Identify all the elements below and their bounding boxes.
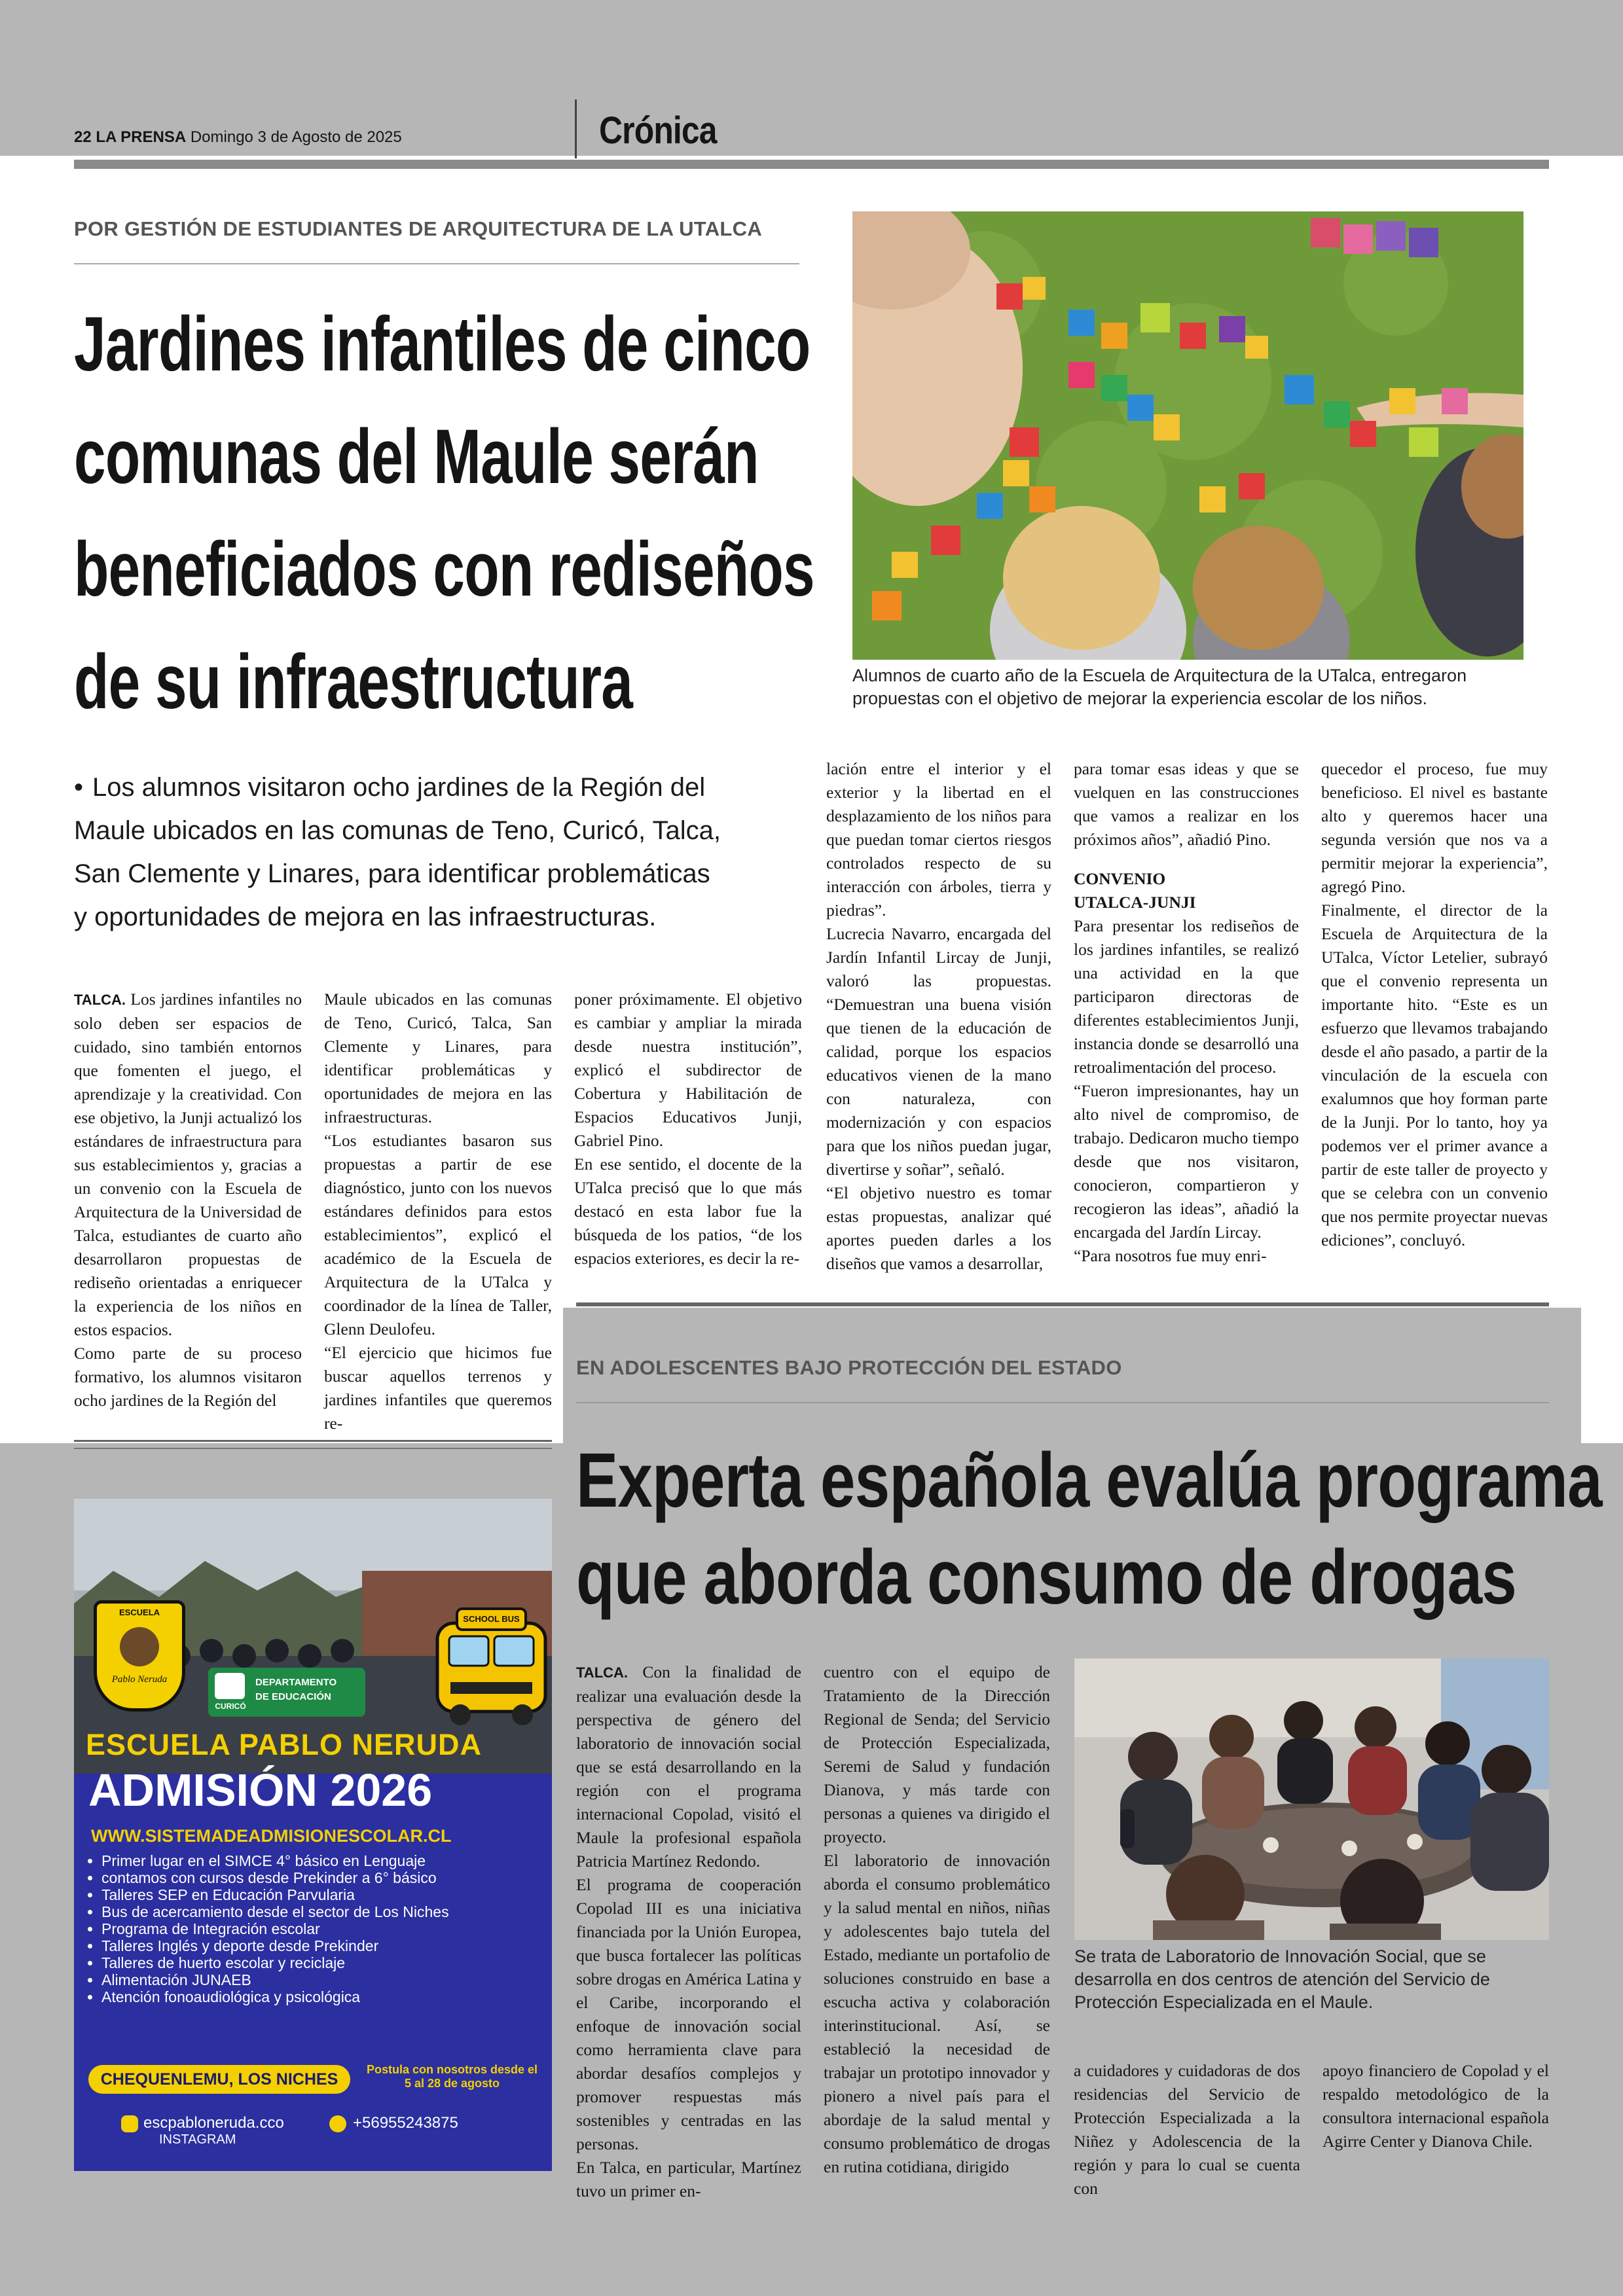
article2-column-3 [1074, 2059, 1300, 2200]
article2-kicker: EN ADOLESCENTES BAJO PROTECCIÓN DEL ESTADO [576, 1356, 1122, 1379]
department-line-2: DE EDUCACIÓN [255, 1691, 331, 1702]
body-paragraph: poner próximamente. El objetivo es cambiar y ampliar la mirada desde nuestra institución”, explicó el subdirector de Cobertura y Habilitación de Espacios Educativos Junji, Gabriel Pino. [574, 990, 802, 1150]
article2-column-4 [1322, 2059, 1549, 2153]
municipality-icon [215, 1673, 245, 1699]
body-paragraph: “El ejercicio que hicimos fue buscar aquellos terrenos y jardines infantiles que queremos re- [324, 1343, 552, 1433]
body-paragraph: El programa de cooperación Copolad III es una iniciativa financiada por la Unión Europea, que busca fortalecer las políticas sobre drogas en América Latina y el Caribe, incorporando el enfoque de innovación social como herramienta clave para abordar desafíos complejos y promover respuestas más sostenibles y centradas en las personas. [576, 1875, 801, 2153]
article2-headline [576, 1432, 1602, 1626]
school-admission-ad[interactable] [74, 1499, 552, 2171]
body-paragraph: para tomar esas ideas y que se vuelquen en las construcciones que vamos a realizar en los próximos años”, añadió Pino. [1074, 759, 1299, 849]
body-paragraph: Como parte de su proceso formativo, los alumnos visitaron ocho jardines de la Región del [74, 1344, 302, 1410]
page-number: 22 [74, 128, 92, 146]
body-paragraph: Los jardines infantiles no solo deben ser espacios de cuidado, sino también entornos que fomenten el juego, el aprendizaje y la creatividad. Con ese objetivo, la Junji actualizó los estándares de infraestructura para sus establecimientos y, gracias a un convenio con la Escuela de Arquitectura de la Universidad de Talca, estudiantes de cuarto año desarrollaron propuestas de rediseño orientadas a enriquecer la experiencia de los niños en estos espacios. [74, 990, 302, 1339]
body-paragraph: Maule ubicados en las comunas de Teno, Curicó, Talca, San Clemente y Linares, para identificar problemáticas y oportunidades de mejora en las infraestructuras. [324, 990, 552, 1126]
lead-line: y oportunidades de mejora en las infraestructuras. [74, 903, 657, 931]
body-paragraph: lación entre el interior y el exterior y la libertad en el desplazamiento de los niños para que puedan tomar ciertos riesgos controlados respecto de su interacción con árboles, tierra y piedras”. [826, 759, 1051, 920]
bus-sign: SCHOOL BUS [463, 1614, 520, 1624]
masthead-divider [575, 99, 577, 158]
crest-bottom-text: Pablo Neruda [111, 1674, 168, 1685]
article1-column-1 [74, 988, 302, 1412]
headline-line: beneficiados con rediseños [74, 526, 814, 613]
issue-date: Domingo 3 de Agosto de 2025 [190, 128, 402, 146]
feature-item: • Bus de acercamiento desde el sector de Los Niches [101, 1903, 468, 1920]
body-paragraph: “Fueron impresionantes, hay un alto nivel de compromiso, de trabajo. Dedicaron mucho tiempo desde que nos visitaron, conocieron, compartieron y recogieron las ideas”, añadió la encargada del Jardín Lircay. [1074, 1081, 1299, 1242]
department-line-1: DEPARTAMENTO [255, 1677, 337, 1688]
municipality-name: CURICÓ [215, 1702, 246, 1711]
article2-kicker-rule [576, 1402, 1549, 1403]
headline-line: de su infraestructura [74, 639, 633, 725]
article1-column-2 [324, 988, 552, 1435]
school-features-list [88, 1852, 468, 2005]
instagram-handle[interactable]: escpabloneruda.cco [143, 2114, 284, 2132]
lead-line: Los alumnos visitaron ocho jardines de la Región del [92, 773, 706, 802]
article1-column-4 [826, 757, 1051, 1276]
feature-item: • contamos con cursos desde Prekinder a 6° básico [101, 1869, 468, 1886]
body-paragraph: En ese sentido, el docente de la UTalca precisó que lo que más destacó en esta labor fue la búsqueda de los patios, “de los espacios exteriores, es decir la re- [574, 1155, 802, 1268]
dateline: TALCA. [576, 1664, 629, 1681]
feature-item: • Alimentación JUNAEB [101, 1971, 468, 1988]
article1-column-5 [1074, 757, 1299, 1268]
school-name: ESCUELA PABLO NERUDA [86, 1728, 483, 1761]
lead-line: San Clemente y Linares, para identificar problemáticas [74, 859, 710, 888]
headline-line: Jardines infantiles de cinco [74, 301, 811, 387]
headline-line: Experta española evalúa programa [576, 1437, 1602, 1524]
body-paragraph: cuentro con el equipo de Tratamiento de la Dirección Regional de Senda; del Servicio de Protección Especializada, Seremi de Salud y fundación Dianova, y más tarde con personas a quienes va dirigido el proyecto. [824, 1662, 1050, 1846]
education-department-badge [208, 1668, 365, 1717]
feature-item: • Primer lugar en el SIMCE 4° básico en Lenguaje [101, 1852, 468, 1869]
instagram-label: INSTAGRAM [159, 2132, 236, 2147]
admission-title: ADMISIÓN 2026 [88, 1765, 433, 1816]
phone-number[interactable]: +56955243875 [353, 2114, 458, 2132]
article1-photo-caption: Alumnos de cuarto año de la Escuela de Arquitectura de la UTalca, entregaron propuestas con el objetivo de mejorar la experiencia escolar de los niños. [852, 666, 1467, 708]
lead-line: Maule ubicados en las comunas de Teno, Curicó, Talca, [74, 816, 721, 845]
headline-line: que aborda consumo de drogas [576, 1534, 1516, 1621]
body-paragraph: a cuidadores y cuidadoras de dos residencias del Servicio de Protección Especializada a la Niñez y Adolescencia de la región y para lo cual se cuenta con [1074, 2061, 1300, 2198]
body-paragraph: “Para nosotros fue muy enri- [1074, 1246, 1267, 1265]
ad-top-rule-2 [74, 1448, 552, 1449]
body-paragraph: Para presentar los rediseños de los jardines infantiles, se realizó una actividad en la que participaron directoras de diferentes establecimientos Junji, instancia donde se desarrolló una retroalimentación del proceso. [1074, 916, 1299, 1077]
article1-column-6 [1321, 757, 1548, 1252]
children-playing-blocks-image [852, 211, 1523, 660]
feature-item: • Talleres SEP en Educación Parvularia [101, 1886, 468, 1903]
body-paragraph: “Los estudiantes basaron sus propuestas a partir de ese diagnóstico, junto con los nuevos estándares definidos para estos establecimientos”, explicó el académico de la Escuela de Arquitectura de la UTalca y coordinador de la línea de Taller, Glenn Deulofeu. [324, 1131, 552, 1338]
lead-bullet: • [74, 773, 84, 802]
feature-item: • Talleres Inglés y deporte desde Prekinder [101, 1937, 468, 1954]
dateline: TALCA. [74, 992, 126, 1008]
feature-item: • Programa de Integración escolar [101, 1920, 468, 1937]
article2-column-2 [824, 1660, 1050, 2179]
whatsapp-icon [329, 2115, 346, 2132]
crest-top-text: ESCUELA [119, 1607, 160, 1617]
article1-photo [852, 211, 1523, 660]
school-crest [94, 1600, 185, 1712]
headline-line: comunas del Maule serán [74, 414, 759, 500]
body-paragraph: Lucrecia Navarro, encargada del Jardín Infantil Lircay de Junji, valoró las propuestas. “Demuestran una buena visión que tienen de la educación de calidad, porque los espacios educativos vienen de la mano con naturaleza, con modernización y con espacios para que los niños puedan jugar, divertirse y soñar”, señaló. [826, 924, 1051, 1179]
article1-kicker: POR GESTIÓN DE ESTUDIANTES DE ARQUITECTURA DE LA UTALCA [74, 217, 763, 240]
apply-dates: Postula con nosotros desde el 5 al 28 de agosto [366, 2063, 538, 2090]
feature-item: • Atención fonoaudiológica y psicológica [101, 1988, 468, 2005]
instagram-icon [121, 2115, 138, 2132]
body-paragraph: Con la finalidad de realizar una evaluación desde la perspectiva de género del laboratorio de innovación social que se está desarrollando en la región con el programa internacional Copolad, visitó el Maule la profesional española Patricia Martínez Redondo. [576, 1662, 801, 1871]
body-paragraph: Finalmente, el director de la Escuela de Arquitectura de la UTalca, Víctor Letelier, subrayó que el convenio representa un importante hito. “Este es un esfuerzo que llevamos trabajando desde el año pasado, a partir de la vinculación de la escuela con exalumnos que hoy forman parte de la Junji. Por lo tanto, hoy ya podemos ver el primer avance a partir de este taller de proyecto y que se celebra con un convenio que nos permite proyectar nuevas ediciones”, concluyó. [1321, 901, 1548, 1249]
article2-top-rule [576, 1302, 1549, 1306]
portrait-icon [120, 1627, 159, 1666]
body-paragraph: apoyo financiero de Copolad y el respaldo metodológico de la consultora internacional española Agirre Center y Dianova Chile. [1322, 2061, 1549, 2151]
article1-headline [74, 288, 814, 738]
subheading: CONVENIO UTALCA-JUNJI [1074, 869, 1196, 912]
paper-name: LA PRENSA [96, 128, 187, 146]
feature-item: • Talleres de huerto escolar y reciclaje [101, 1954, 468, 1971]
meeting-group-image [1074, 1659, 1549, 1940]
article2-column-1 [576, 1660, 801, 2203]
body-paragraph: “El objetivo nuestro es tomar estas propuestas, analizar qué aportes pueden darles a los diseños que vamos a desarrollar, [826, 1183, 1051, 1273]
masthead [74, 128, 402, 147]
masthead-rule [74, 160, 1549, 169]
article1-lead [74, 766, 814, 939]
body-paragraph: En Talca, en particular, Martínez tuvo un primer en- [576, 2158, 801, 2200]
article1-column-3 [574, 988, 802, 1270]
ad-top-rule [74, 1440, 552, 1442]
body-paragraph: quecedor el proceso, fue muy beneficioso. El nivel es bastante alto y queremos hacer una segunda versión que nos va a permitir mejorar la experiencia”, agregó Pino. [1321, 759, 1548, 896]
article2-photo [1074, 1659, 1549, 1940]
admission-website[interactable]: WWW.SISTEMADEADMISIONESCOLAR.CL [91, 1826, 452, 1846]
article1-kicker-rule [74, 263, 799, 264]
section-name: Crónica [599, 109, 717, 152]
school-location: CHEQUENLEMU, LOS NICHES [88, 2065, 350, 2094]
body-paragraph: El laboratorio de innovación aborda el consumo problemático y la salud mental en niños, niñas y adolescentes bajo tutela del Estado, mediante un portafolio de soluciones construido en base a escucha activa y colaboración interinstitucional. Así, se estableció la necesidad de trabajar un prototipo innovador y pionero a nivel país para el abordaje de la salud mental y consumo problemático de drogas en rutina cotidiana, dirigido [824, 1851, 1050, 2176]
article2-photo-caption: Se trata de Laboratorio de Innovación Social, que se desarrolla en dos centros de atención del Servicio de Protección Especializada en el Maule. [1074, 1946, 1490, 2012]
